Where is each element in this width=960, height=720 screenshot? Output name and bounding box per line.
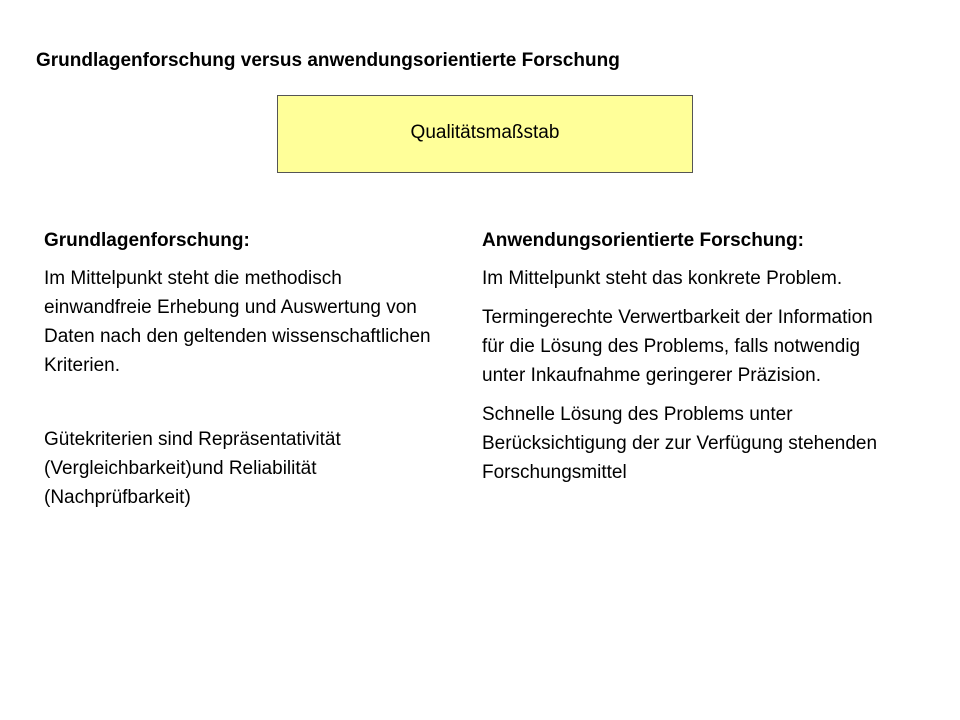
applied-research-paragraph: Schnelle Lösung des Problems unter Berücksichtigung der zur Verfügung stehenden Forschungsmittel (482, 404, 878, 483)
applied-research-column (482, 226, 882, 497)
basic-research-paragraph: Gütekriterien sind Repräsentativität (Vergleichbarkeit)und Reliabilität (Nachprüfbarkeit) (44, 429, 341, 508)
applied-research-heading: Anwendungsorientierte Forschung: (482, 230, 804, 251)
quality-standard-label: Qualitätsmaßstab (410, 122, 560, 143)
basic-research-column (44, 226, 444, 522)
quality-standard-box (277, 95, 693, 173)
applied-research-paragraph: Termingerechte Verwertbarkeit der Information für die Lösung des Problems, falls notwendig unter Inkaufnahme geringerer Präzision. (482, 307, 873, 386)
basic-research-heading: Grundlagenforschung: (44, 230, 250, 251)
applied-research-paragraph: Im Mittelpunkt steht das konkrete Problem. (482, 268, 843, 289)
slide-title: Grundlagenforschung versus anwendungsorientierte Forschung (36, 50, 620, 71)
basic-research-paragraph: Im Mittelpunkt steht die methodisch einwandfreie Erhebung und Auswertung von Daten nach den geltenden wissenschaftlichen Kriterien. (44, 268, 431, 376)
